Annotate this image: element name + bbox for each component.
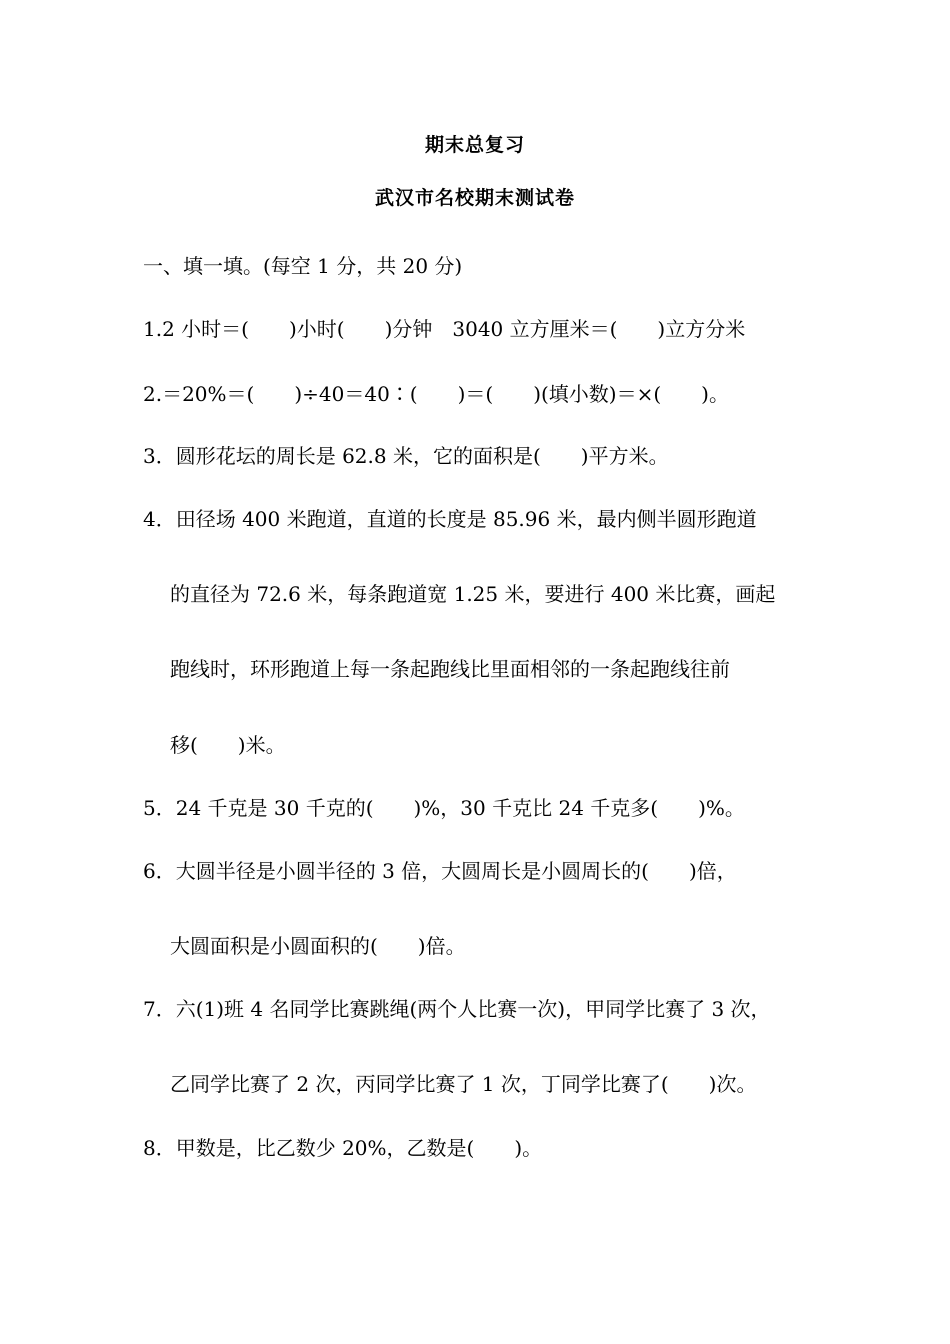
question-7-line-1: 7．六(1)班 4 名同学比赛跳绳(两个人比赛一次)，甲同学比赛了 3 次，: [143, 997, 771, 1021]
question-6-line-2: 大圆面积是小圆面积的( )倍。: [170, 934, 466, 958]
question-4-line-2: 的直径为 72.6 米，每条跑道宽 1.25 米，要进行 400 米比赛，画起: [170, 582, 776, 606]
question-6-line-1: 6．大圆半径是小圆半径的 3 倍，大圆周长是小圆周长的( )倍，: [143, 859, 737, 883]
question-5: 5．24 千克是 30 千克的( )%，30 千克比 24 千克多( )%。: [143, 796, 745, 820]
question-3: 3．圆形花坛的周长是 62.8 米，它的面积是( )平方米。: [143, 444, 669, 468]
question-8: 8．甲数是，比乙数少 20%，乙数是( )。: [143, 1136, 543, 1160]
page-title: 期末总复习: [424, 134, 525, 156]
section-heading: 一、填一填。(每空 1 分，共 20 分): [143, 254, 463, 278]
question-7-line-2: 乙同学比赛了 2 次，丙同学比赛了 1 次，丁同学比赛了( )次。: [170, 1072, 757, 1096]
question-2: 2.＝20%＝( )÷40＝40∶( )＝( )(填小数)＝×( )。: [143, 382, 729, 406]
page-subtitle: 武汉市名校期末测试卷: [374, 187, 575, 209]
question-1: 1.2 小时＝( )小时( )分钟 3040 立方厘米＝( )立方分米: [143, 317, 746, 341]
question-4-line-1: 4．田径场 400 米跑道，直道的长度是 85.96 米，最内侧半圆形跑道: [143, 507, 757, 531]
question-4-line-3: 跑线时，环形跑道上每一条起跑线比里面相邻的一条起跑线往前: [170, 657, 730, 681]
question-4-line-4: 移( )米。: [170, 733, 286, 757]
